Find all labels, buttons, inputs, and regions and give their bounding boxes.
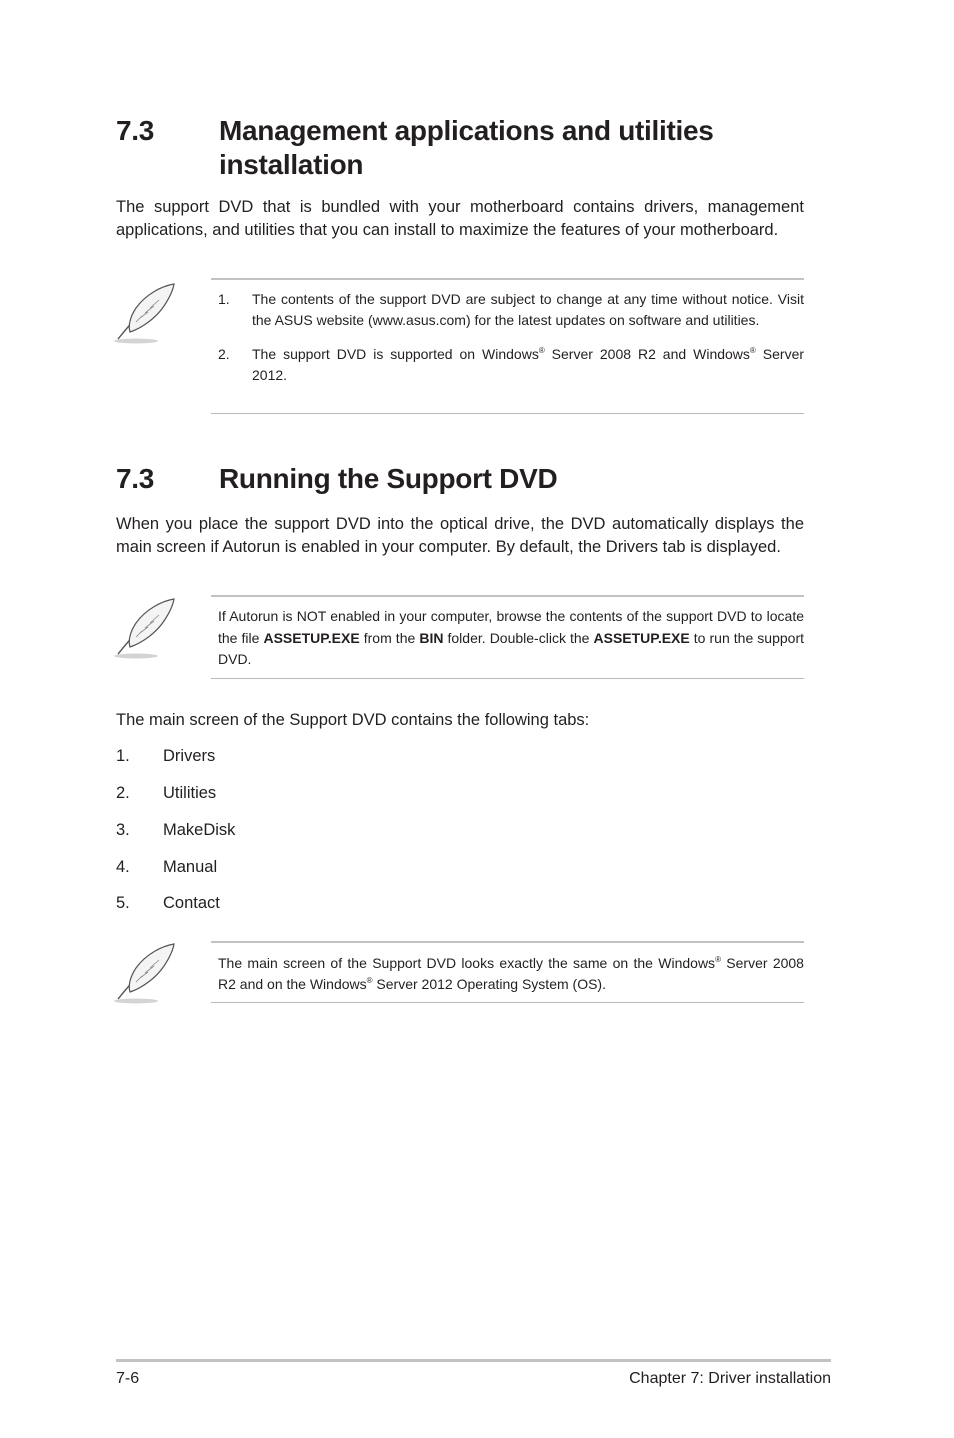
list-item-label: MakeDisk xyxy=(163,821,236,839)
note-top-divider xyxy=(211,278,804,280)
note-item-text-part: The support DVD is supported on Windows xyxy=(252,346,539,362)
note-feather-icon xyxy=(112,282,178,348)
section-intro-paragraph: The support DVD that is bundled with your motherboard contains drivers, management applications, and utilities that you can install to maximize the features of your motherboard. xyxy=(116,198,804,239)
note-bottom-divider xyxy=(211,413,804,414)
list-item-label: Contact xyxy=(163,894,220,912)
filename-assetup: ASSETUP.EXE xyxy=(593,629,690,646)
list-item-number: 1. xyxy=(116,747,130,765)
note-bottom-divider xyxy=(211,1002,804,1003)
note-item-text-part: Server 2008 R2 and Windows xyxy=(544,346,750,362)
note-top-divider xyxy=(211,595,804,597)
list-item-label: Utilities xyxy=(163,784,217,802)
list-item-number: 5. xyxy=(116,894,130,912)
section-title: Running the Support DVD xyxy=(219,463,558,494)
note-main-screen xyxy=(218,953,804,994)
note-text-part: Server 2008 R2 and on the Windows xyxy=(218,955,804,992)
note-text-part: The main screen of the Support DVD looks exactly the same on the Windows xyxy=(218,955,716,971)
note-text-part: If Autorun is NOT enabled in your computer, browse the contents of the support DVD to locate the file xyxy=(218,608,804,646)
note-item-number: 2. xyxy=(218,346,230,362)
section-number: 7.3 xyxy=(116,115,155,146)
note-feather-icon xyxy=(112,942,178,1008)
section-title: Management applications and utilities installation xyxy=(219,115,714,180)
note-top-divider xyxy=(211,941,804,943)
chapter-title: Chapter 7: Driver installation xyxy=(629,1370,831,1387)
registered-mark: ® xyxy=(366,975,373,985)
list-item-label: Manual xyxy=(163,858,218,876)
list-item-label: Drivers xyxy=(163,747,216,765)
note-item-number: 1. xyxy=(218,291,230,307)
page-number: 7-6 xyxy=(116,1370,140,1387)
section-heading-running-dvd xyxy=(116,462,836,498)
note-feather-icon xyxy=(112,597,178,663)
folder-bin: BIN xyxy=(419,629,444,646)
note-bottom-divider xyxy=(211,678,804,679)
note-text-part: from the xyxy=(359,629,420,646)
note-text-part: Server 2012 Operating System (OS). xyxy=(372,975,606,992)
list-item-number: 2. xyxy=(116,784,130,802)
note-item-1 xyxy=(218,289,804,330)
section-number: 7.3 xyxy=(116,463,155,494)
list-item-number: 4. xyxy=(116,858,130,876)
section-intro-paragraph: When you place the support DVD into the optical drive, the DVD automatically displays the main screen if Autorun is enabled in your computer. By default, the Drivers tab is displayed. xyxy=(116,515,804,556)
note-list xyxy=(218,289,804,385)
note-item-text-part: Server 2012. xyxy=(252,346,805,383)
registered-mark: ® xyxy=(538,346,545,355)
tabs-intro: The main screen of the Support DVD contains the following tabs: xyxy=(116,711,590,729)
note-item-2 xyxy=(218,344,804,385)
note-item-text: The contents of the support DVD are subject to change at any time without notice. Visit the ASUS website (www.asus.com) for the latest updates on software and utilities. xyxy=(252,291,804,328)
registered-mark: ® xyxy=(715,955,721,964)
note-text-part: to run the support DVD. xyxy=(218,629,805,667)
list-item-number: 3. xyxy=(116,821,130,839)
footer-divider xyxy=(116,1359,831,1362)
filename-assetup: ASSETUP.EXE xyxy=(263,629,360,646)
section-heading-management xyxy=(116,114,836,184)
registered-mark: ® xyxy=(749,346,756,355)
note-autorun xyxy=(218,606,804,671)
note-text-part: folder. Double-click the xyxy=(443,629,594,646)
